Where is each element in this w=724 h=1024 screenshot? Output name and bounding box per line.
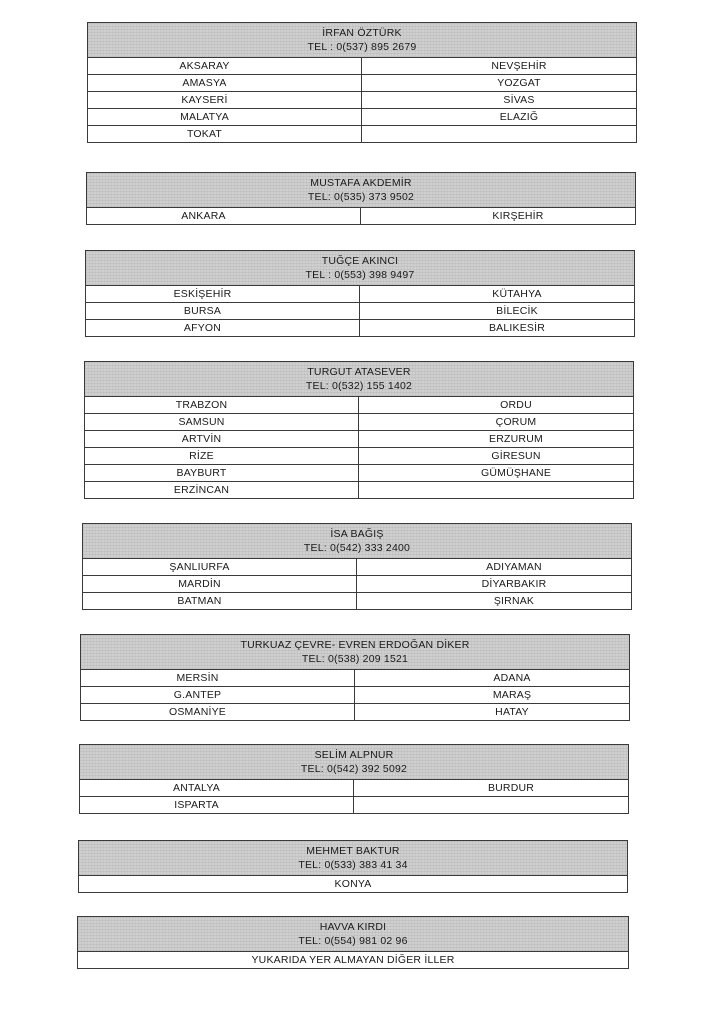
province-row [81, 704, 629, 720]
province-table [78, 952, 628, 968]
province-row [85, 465, 633, 482]
province-cell: TOKAT [88, 126, 362, 142]
province-cell: YUKARIDA YER ALMAYAN DİĞER İLLER [251, 954, 455, 966]
province-cell: SİVAS [503, 94, 535, 106]
contact-phone: TEL: 0(554) 981 02 96 [298, 935, 408, 947]
province-row [85, 448, 633, 465]
province-cell: GÜMÜŞHANE [480, 467, 552, 479]
province-cell: ÇORUM [495, 416, 537, 428]
province-table [81, 670, 629, 720]
province-cell: MERSİN [81, 670, 355, 686]
province-cell: HATAY [495, 706, 529, 718]
province-row [88, 92, 636, 109]
province-cell: KIRŞEHİR [492, 210, 544, 222]
province-cell: ISPARTA [80, 797, 354, 813]
province-cell: BAYBURT [85, 465, 359, 481]
province-row [88, 109, 636, 126]
province-row [85, 414, 633, 431]
province-cell: AFYON [86, 320, 360, 336]
province-row [86, 320, 634, 336]
province-row [88, 126, 636, 142]
contact-name: TUĞÇE AKINCI [321, 255, 399, 267]
province-row [88, 58, 636, 75]
province-cell: ARTVİN [85, 431, 359, 447]
contact-header [79, 841, 627, 876]
province-cell: ADIYAMAN [486, 561, 542, 573]
province-cell: MARDİN [83, 576, 357, 592]
contact-header [80, 745, 628, 780]
contact-name: SELİM ALPNUR [314, 749, 394, 761]
province-cell: MALATYA [88, 109, 362, 125]
province-cell: BALIKESİR [488, 322, 546, 334]
province-row [78, 952, 628, 968]
contact-header [86, 251, 634, 286]
province-row [81, 687, 629, 704]
contact-header [88, 23, 636, 58]
province-cell: ŞIRNAK [493, 595, 535, 607]
province-cell: YOZGAT [497, 77, 541, 89]
province-cell: BATMAN [83, 593, 357, 609]
province-cell: ADANA [493, 672, 531, 684]
province-cell: TRABZON [85, 397, 359, 413]
province-row [80, 780, 628, 797]
contact-header [78, 917, 628, 952]
province-cell: GİRESUN [491, 450, 541, 462]
contact-phone: TEL: 0(535) 373 9502 [307, 191, 415, 203]
province-row [86, 286, 634, 303]
province-table [79, 876, 627, 892]
province-cell: G.ANTEP [81, 687, 355, 703]
province-cell: AMASYA [88, 75, 362, 91]
province-table [86, 286, 634, 336]
province-cell [354, 797, 628, 813]
contact-phone: TEL: 0(533) 383 41 34 [298, 859, 408, 871]
province-cell: BURSA [86, 303, 360, 319]
contact-name: TURGUT ATASEVER [307, 366, 411, 378]
province-cell: KAYSERİ [88, 92, 362, 108]
province-cell: ELAZIĞ [499, 111, 539, 123]
province-table [87, 208, 635, 224]
province-cell: BİLECİK [496, 305, 538, 317]
contact-block-mustafa-akdemir [86, 172, 636, 225]
province-row [85, 431, 633, 448]
province-cell: OSMANİYE [81, 704, 355, 720]
contact-block-irfan-ozturk [87, 22, 637, 143]
contact-phone: TEL: 0(538) 209 1521 [301, 653, 409, 665]
province-table [83, 559, 631, 609]
province-cell: ŞANLIURFA [83, 559, 357, 575]
province-cell: KONYA [334, 878, 372, 890]
contact-header [83, 524, 631, 559]
contact-name: MUSTAFA AKDEMİR [310, 177, 412, 189]
province-row [81, 670, 629, 687]
province-row [85, 482, 633, 498]
contact-block-mehmet-baktur [78, 840, 628, 893]
province-cell: ESKİŞEHİR [86, 286, 360, 302]
contact-block-tugce-akinci [85, 250, 635, 337]
contact-header [81, 635, 629, 670]
contact-block-turgut-atasever [84, 361, 634, 499]
province-cell: KÜTAHYA [492, 288, 542, 300]
contact-phone: TEL: 0(532) 155 1402 [305, 380, 413, 392]
province-cell: NEVŞEHİR [491, 60, 547, 72]
province-cell: ORDU [500, 399, 532, 411]
province-table [88, 58, 636, 142]
province-row [85, 397, 633, 414]
province-row [86, 303, 634, 320]
province-row [83, 559, 631, 576]
contact-block-selim-alpnur [79, 744, 629, 814]
province-cell: ERZURUM [489, 433, 543, 445]
province-cell: SAMSUN [85, 414, 359, 430]
province-row [83, 576, 631, 593]
province-cell: ERZİNCAN [85, 482, 359, 498]
province-table [80, 780, 628, 813]
contact-name: TURKUAZ ÇEVRE- EVREN ERDOĞAN DİKER [240, 639, 470, 651]
province-row [87, 208, 635, 224]
contact-block-isa-bagis [82, 523, 632, 610]
province-row [79, 876, 627, 892]
contact-header [85, 362, 633, 397]
province-cell: ANKARA [87, 208, 361, 224]
contact-block-havva-kirdi [77, 916, 629, 969]
province-row [83, 593, 631, 609]
contact-name: İSA BAĞIŞ [330, 528, 384, 540]
province-table [85, 397, 633, 498]
contact-phone: TEL : 0(537) 895 2679 [307, 41, 417, 53]
province-row [88, 75, 636, 92]
province-cell [362, 126, 636, 142]
contact-block-turkuaz-cevre [80, 634, 630, 721]
province-cell: MARAŞ [492, 689, 532, 701]
contact-header [87, 173, 635, 208]
province-cell: AKSARAY [88, 58, 362, 74]
province-row [80, 797, 628, 813]
province-cell: BURDUR [487, 782, 535, 794]
contact-phone: TEL: 0(542) 333 2400 [303, 542, 411, 554]
province-cell: ANTALYA [80, 780, 354, 796]
province-cell [359, 482, 633, 498]
contact-phone: TEL : 0(553) 398 9497 [305, 269, 415, 281]
contact-name: MEHMET BAKTUR [306, 845, 400, 857]
contact-phone: TEL: 0(542) 392 5092 [300, 763, 408, 775]
contact-name: İRFAN ÖZTÜRK [322, 27, 402, 39]
province-cell: RİZE [85, 448, 359, 464]
province-cell: DİYARBAKIR [481, 578, 547, 590]
contact-name: HAVVA KIRDI [319, 921, 387, 933]
